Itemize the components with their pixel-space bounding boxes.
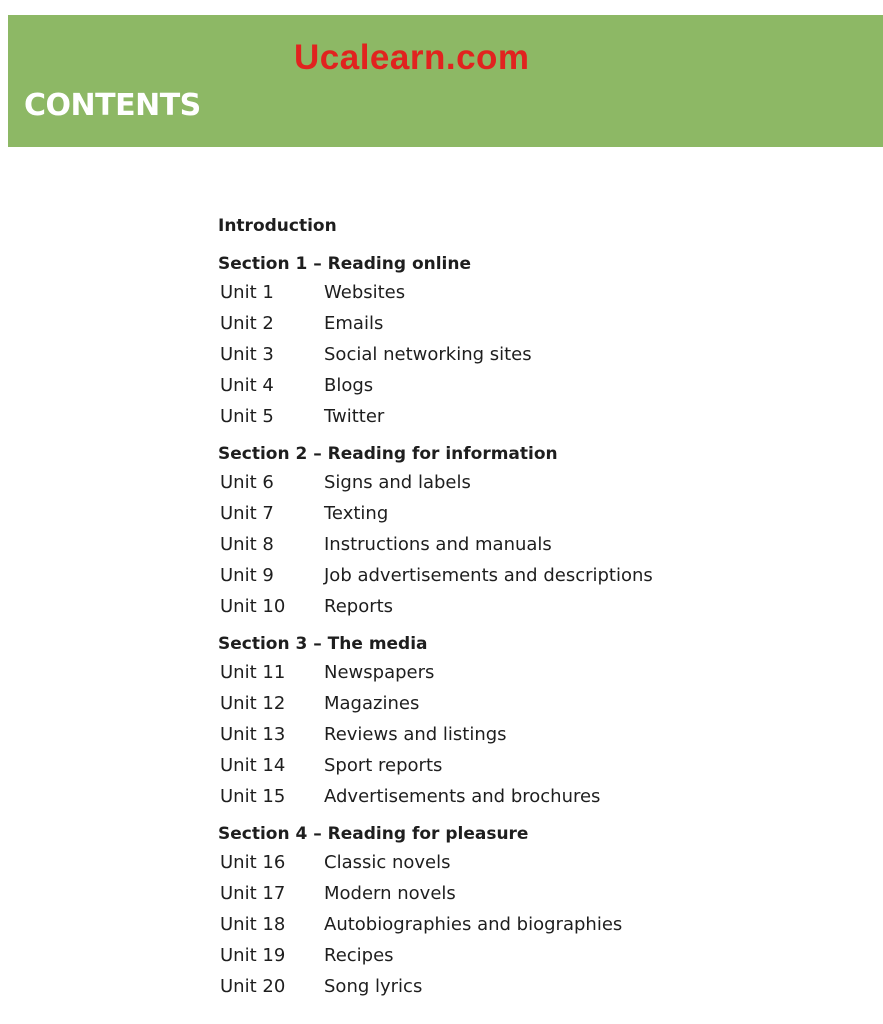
unit-number: Unit 1: [220, 282, 274, 303]
unit-number: Unit 8: [220, 534, 274, 555]
unit-number: Unit 11: [220, 662, 286, 683]
toc-unit-row[interactable]: [218, 591, 818, 622]
unit-title: Emails: [324, 313, 384, 334]
toc-unit-row[interactable]: [218, 847, 818, 878]
unit-title: Advertisements and brochures: [324, 786, 601, 807]
unit-number: Unit 19: [220, 945, 286, 966]
toc-unit-row[interactable]: [218, 719, 818, 750]
unit-title: Websites: [324, 282, 406, 303]
toc-unit-row[interactable]: [218, 781, 818, 812]
toc-unit-row[interactable]: [218, 529, 818, 560]
section-heading[interactable]: Section 2 – Reading for information: [218, 444, 558, 464]
unit-title: Social networking sites: [324, 344, 532, 365]
unit-number: Unit 14: [220, 755, 286, 776]
unit-title: Blogs: [324, 375, 374, 396]
unit-title: Modern novels: [324, 883, 456, 904]
unit-number: Unit 7: [220, 503, 274, 524]
unit-title: Twitter: [324, 406, 385, 427]
unit-number: Unit 4: [220, 375, 274, 396]
unit-title: Song lyrics: [324, 976, 423, 997]
unit-title: Signs and labels: [324, 472, 471, 493]
unit-number: Unit 17: [220, 883, 286, 904]
toc-unit-row[interactable]: [218, 971, 818, 1002]
toc-unit-row[interactable]: [218, 498, 818, 529]
unit-number: Unit 15: [220, 786, 286, 807]
section-heading[interactable]: Section 4 – Reading for pleasure: [218, 824, 529, 844]
unit-title: Sport reports: [324, 755, 443, 776]
toc-unit-row[interactable]: [218, 401, 818, 432]
toc-unit-row[interactable]: [218, 940, 818, 971]
unit-number: Unit 13: [220, 724, 286, 745]
unit-number: Unit 16: [220, 852, 286, 873]
unit-title: Reports: [324, 596, 394, 617]
unit-number: Unit 18: [220, 914, 286, 935]
unit-number: Unit 3: [220, 344, 274, 365]
unit-title: Job advertisements and descriptions: [324, 565, 653, 586]
toc-unit-row[interactable]: [218, 657, 818, 688]
unit-number: Unit 10: [220, 596, 286, 617]
toc-unit-row[interactable]: [218, 370, 818, 401]
toc-section-1: [218, 251, 818, 432]
toc-section-2: [218, 441, 818, 622]
section-heading[interactable]: Section 3 – The media: [218, 634, 428, 654]
toc-unit-row[interactable]: [218, 750, 818, 781]
unit-number: Unit 6: [220, 472, 274, 493]
unit-title: Magazines: [324, 693, 420, 714]
toc-introduction[interactable]: Introduction: [218, 216, 337, 236]
unit-title: Recipes: [324, 945, 394, 966]
unit-title: Classic novels: [324, 852, 451, 873]
unit-title: Autobiographies and biographies: [324, 914, 623, 935]
contents-banner: [8, 15, 883, 147]
toc-unit-row[interactable]: [218, 688, 818, 719]
unit-number: Unit 5: [220, 406, 274, 427]
toc-unit-row[interactable]: [218, 560, 818, 591]
toc-unit-row[interactable]: [218, 909, 818, 940]
section-heading[interactable]: Section 1 – Reading online: [218, 254, 472, 274]
unit-title: Instructions and manuals: [324, 534, 552, 555]
unit-title: Texting: [324, 503, 389, 524]
toc-unit-row[interactable]: [218, 308, 818, 339]
toc-unit-row[interactable]: [218, 878, 818, 909]
watermark-text: Ucalearn.com: [294, 38, 530, 77]
table-of-contents: [218, 211, 818, 1011]
toc-unit-row[interactable]: [218, 467, 818, 498]
unit-number: Unit 9: [220, 565, 274, 586]
page-title: CONTENTS: [24, 88, 201, 123]
toc-section-4: [218, 821, 818, 1002]
toc-unit-row[interactable]: [218, 277, 818, 308]
toc-section-3: [218, 631, 818, 812]
unit-number: Unit 2: [220, 313, 274, 334]
unit-number: Unit 12: [220, 693, 286, 714]
unit-title: Newspapers: [324, 662, 435, 683]
unit-title: Reviews and listings: [324, 724, 507, 745]
unit-number: Unit 20: [220, 976, 286, 997]
toc-unit-row[interactable]: [218, 339, 818, 370]
